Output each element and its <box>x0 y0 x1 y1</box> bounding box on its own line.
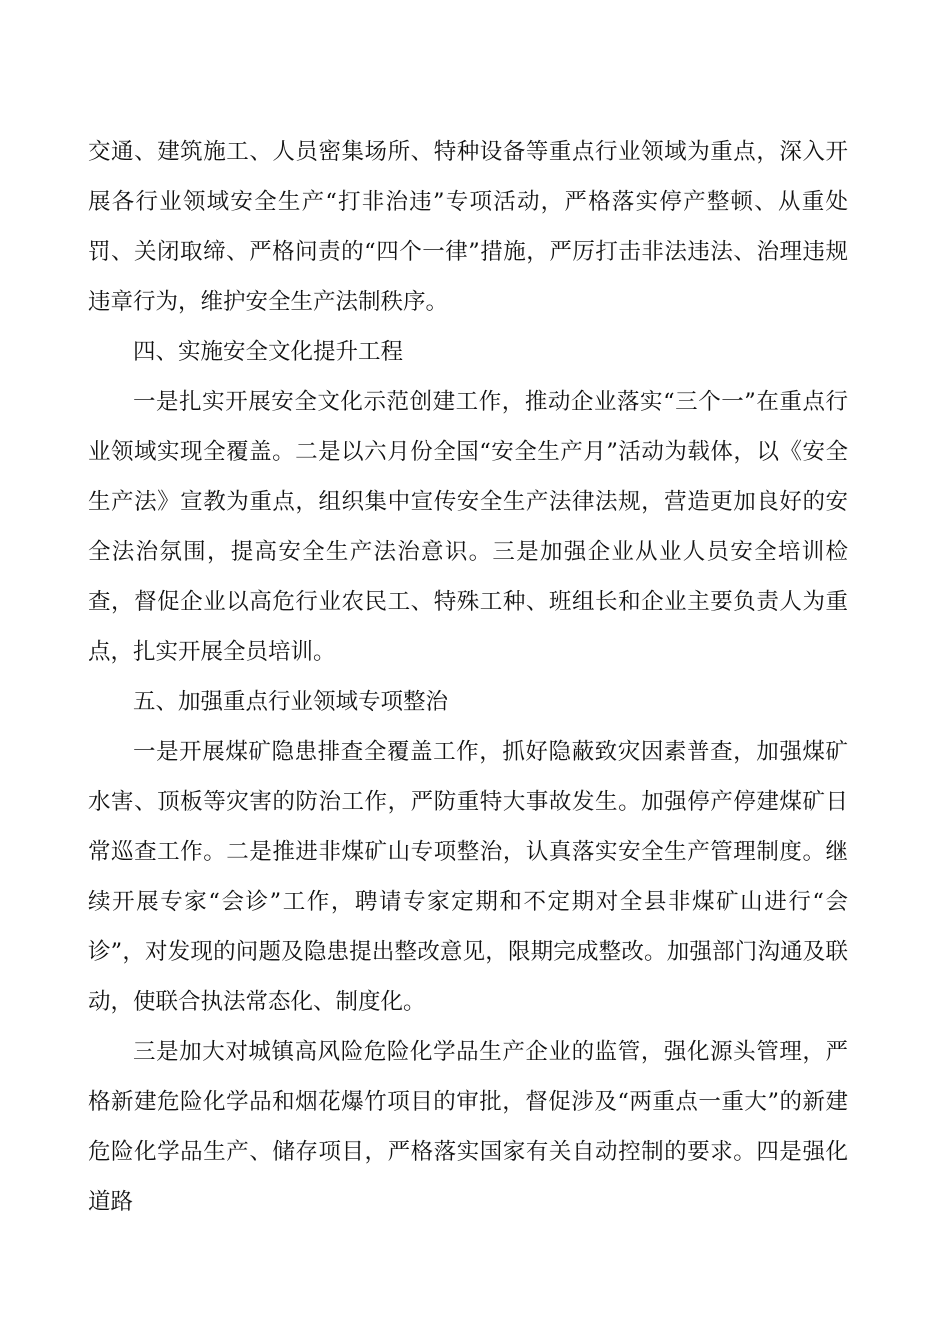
paragraph-continuation: 交通、建筑施工、人员密集场所、特种设备等重点行业领域为重点，深入开展各行业领域安全生产“打非治违”专项活动，严格落实停产整顿、从重处罚、关闭取缔、严格问责的“四个一律”措施，严厉打击非法违法、治理违规违章行为，维护安全生产法制秩序。 <box>88 139 848 315</box>
paragraph-hazardous-chemicals: 三是加大对城镇高风险危险化学品生产企业的监管，强化源头管理，严格新建危险化学品和烟花爆竹项目的审批，督促涉及“两重点一重大”的新建危险化学品生产、储存项目，严格落实国家有关自动控制的要求。四是强化道路 <box>88 1039 848 1215</box>
paragraph-coal-mine-rectification: 一是开展煤矿隐患排查全覆盖工作，抓好隐蔽致灾因素普查，加强煤矿水害、顶板等灾害的防治工作，严防重特大事故发生。加强停产停建煤矿日常巡查工作。二是推进非煤矿山专项整治，认真落实安全生产管理制度。继续开展专家“会诊”工作，聘请专家定期和不定期对全县非煤矿山进行“会诊”，对发现的问题及隐患提出整改意见，限期完成整改。加强部门沟通及联动，使联合执法常态化、制度化。 <box>88 739 848 1015</box>
paragraph-safety-culture: 一是扎实开展安全文化示范创建工作，推动企业落实“三个一”在重点行业领域实现全覆盖。二是以六月份全国“安全生产月”活动为载体，以《安全生产法》宣教为重点，组织集中宣传安全生产法律法规，营造更加良好的安全法治氛围，提高安全生产法治意识。三是加强企业从业人员安全培训检查，督促企业以高危行业农民工、特殊工种、班组长和企业主要负责人为重点，扎实开展全员培训。 <box>88 389 848 665</box>
document-page <box>88 127 848 1227</box>
section-heading-five: 五、加强重点行业领域专项整治 <box>133 689 449 715</box>
section-heading-four: 四、实施安全文化提升工程 <box>133 339 404 365</box>
